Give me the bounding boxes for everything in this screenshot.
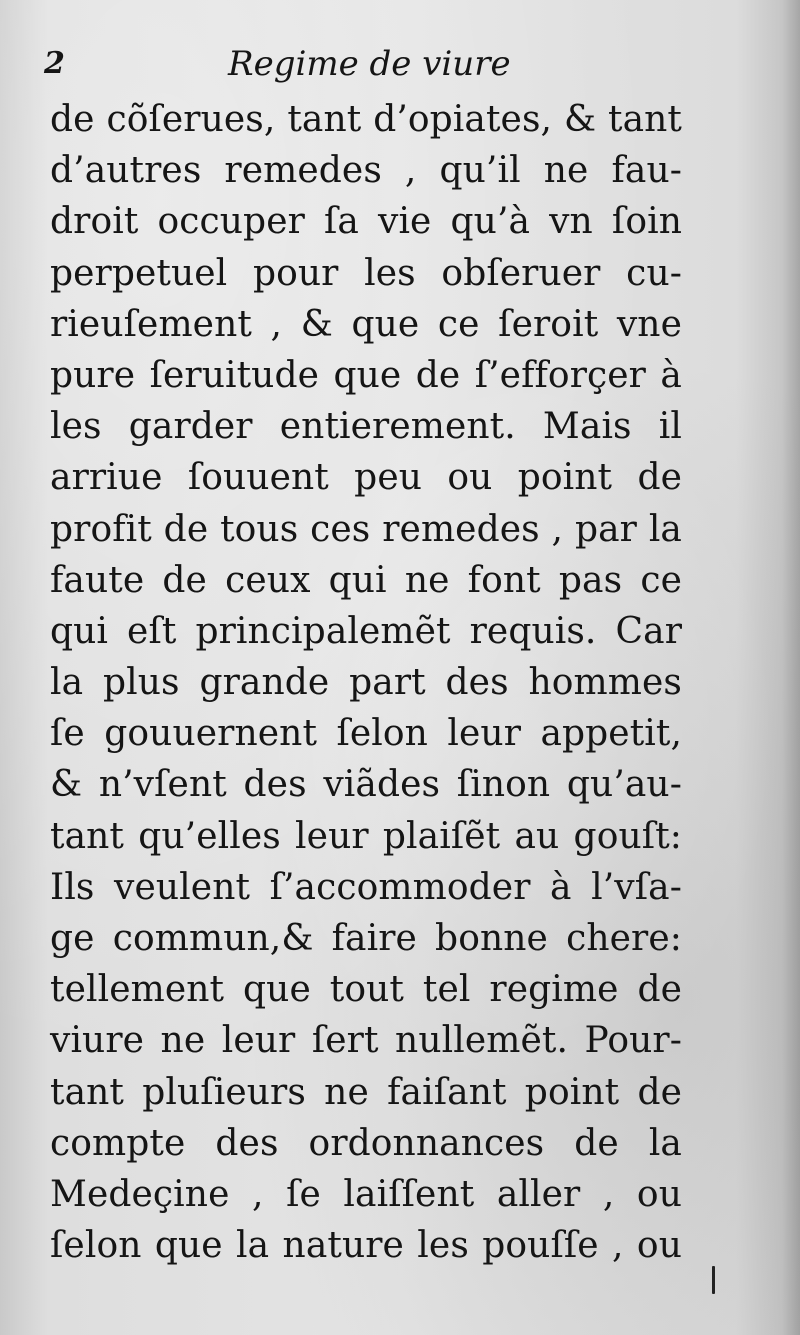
- text-line: de cõſerues, tant d’opiates, & tant: [50, 99, 682, 140]
- text-line: & n’vſent des viãdes ſinon qu’au-: [50, 764, 682, 806]
- text-line: la plus grande part des hommes: [50, 662, 682, 704]
- text-line: viure ne leur ſert nullemẽt. Pour-: [50, 1020, 682, 1062]
- text-line: arriue ſouuent peu ou point de: [50, 457, 682, 499]
- margin-mark: [712, 1266, 715, 1294]
- text-line: Medeçine , ſe laiſſent aller , ou: [50, 1173, 682, 1215]
- text-line: ge commun,& faire bonne chere:: [50, 918, 682, 959]
- text-line: tellement que tout tel regime de: [50, 969, 682, 1011]
- text-line: d’autres remedes , qu’il ne fau-: [50, 150, 682, 192]
- running-title: Regime de viure: [228, 44, 511, 84]
- text-line: ſelon que la nature les pouſſe , ou: [50, 1225, 682, 1267]
- text-line: ſe gouuernent ſelon leur appetit,: [50, 713, 682, 755]
- text-line: tant qu’elles leur plaiſẽt au gouſt:: [50, 815, 682, 857]
- text-line: profit de tous ces remedes , par la: [50, 508, 682, 550]
- body-text: [50, 94, 682, 1271]
- text-line: perpetuel pour les obſeruer cu-: [50, 252, 682, 294]
- page-edge-shadow: [782, 0, 800, 1335]
- text-line: compte des ordonnances de la: [50, 1122, 682, 1164]
- text-line: pure ſeruitude que de ſ’efforçer à: [50, 354, 682, 396]
- text-line: tant pluſieurs ne faiſant point de: [50, 1071, 682, 1113]
- text-line: droit occuper ſa vie qu’à vn ſoin: [50, 201, 682, 243]
- page-number: 2: [44, 46, 65, 81]
- text-line: Ils veulent ſ’accommoder à l’vſa-: [50, 866, 682, 908]
- text-line: les garder entierement. Mais il: [50, 406, 682, 448]
- text-line: qui eſt principalemẽt requis. Car: [50, 610, 682, 652]
- running-head: [0, 42, 800, 92]
- text-line: faute de ceux qui ne font pas ce: [50, 559, 682, 601]
- text-line: rieuſement , & que ce ſeroit vne: [50, 303, 682, 345]
